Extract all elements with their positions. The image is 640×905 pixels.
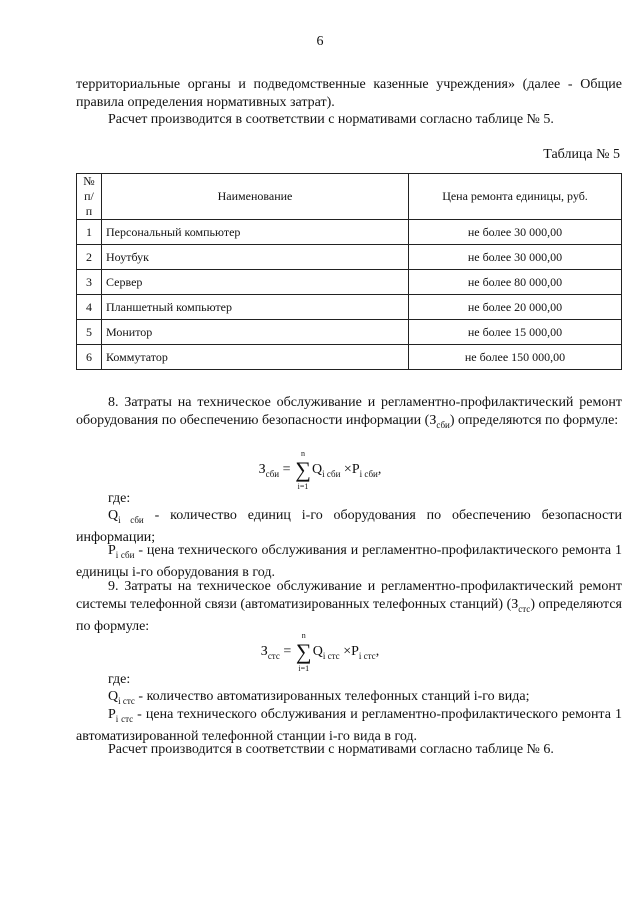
sum-lower-limit: i=1 bbox=[297, 482, 309, 491]
formula-8-lhs: З bbox=[258, 462, 266, 478]
item-9-paragraph bbox=[76, 578, 622, 635]
def-p-symbol: P bbox=[108, 707, 116, 722]
row-price: не более 150 000,00 bbox=[409, 345, 622, 370]
formula-8-times: × bbox=[343, 462, 352, 478]
row-price: не более 30 000,00 bbox=[409, 220, 622, 245]
row-price: не более 30 000,00 bbox=[409, 245, 622, 270]
row-price: не более 20 000,00 bbox=[409, 295, 622, 320]
sigma-icon: ∑ bbox=[295, 457, 311, 482]
def-p-text: - цена технического обслуживания и регламентно-профилактического ремонта 1 автоматизированной телефонной станции i-го вида в год. bbox=[76, 707, 622, 745]
table-row bbox=[77, 295, 622, 320]
formula-9-lhs: З bbox=[260, 644, 268, 660]
row-num: 4 bbox=[77, 295, 102, 320]
formula-8-p-sub: i сби bbox=[359, 469, 378, 480]
header-num: № п/п bbox=[77, 174, 102, 220]
row-num: 5 bbox=[77, 320, 102, 345]
item-8-def-q bbox=[76, 507, 622, 547]
row-name: Персональный компьютер bbox=[102, 220, 409, 245]
header-price: Цена ремонта единицы, руб. bbox=[409, 174, 622, 220]
formula-8-q-sub: i сби bbox=[322, 469, 341, 480]
repair-cost-table bbox=[76, 173, 622, 370]
table-row bbox=[77, 270, 622, 295]
page-number: 6 bbox=[316, 34, 324, 49]
formula-9-times: × bbox=[343, 644, 352, 660]
def-q-text: - количество автоматизированных телефонных станций i-го вида; bbox=[134, 689, 530, 704]
def-q-text: - количество единиц i-го оборудования по обеспечению безопасности информации; bbox=[76, 508, 622, 546]
table-header-row bbox=[77, 174, 622, 220]
item-9-text: 9. Затраты на техническое обслуживание и регламентно-профилактический ремонт системы телефонной связи (автоматизированных телефонных станций) ( bbox=[76, 579, 622, 612]
table-caption: Таблица № 5 bbox=[543, 147, 620, 162]
row-name: Сервер bbox=[102, 270, 409, 295]
formula-8-q: Q bbox=[312, 462, 323, 478]
item-9-symbol: З bbox=[511, 596, 519, 612]
row-price: не более 80 000,00 bbox=[409, 270, 622, 295]
def-q-symbol: Q bbox=[108, 508, 119, 523]
row-name: Ноутбук bbox=[102, 245, 409, 270]
item-9-symbol-sub: стс bbox=[518, 603, 531, 614]
row-num: 2 bbox=[77, 245, 102, 270]
sum-upper-limit: n bbox=[301, 631, 306, 640]
formula-9-q-sub: i стс bbox=[322, 651, 340, 662]
formula-8-p: P bbox=[351, 462, 360, 478]
sum-symbol bbox=[295, 631, 313, 673]
table-row bbox=[77, 320, 622, 345]
item-9-def-p bbox=[76, 706, 622, 746]
def-q-symbol: Q bbox=[108, 689, 119, 704]
item-8-symbol: З bbox=[429, 412, 437, 428]
sigma-icon: ∑ bbox=[295, 639, 312, 664]
row-name: Монитор bbox=[102, 320, 409, 345]
formula-9-p-sub: i стс bbox=[358, 651, 376, 662]
formula-8-lhs-sub: сби bbox=[265, 469, 280, 480]
item-9-text-end: ) определяются по формуле: bbox=[76, 596, 622, 634]
row-num: 3 bbox=[77, 270, 102, 295]
where-label-8: где: bbox=[108, 491, 131, 506]
item-8-paragraph bbox=[76, 394, 622, 434]
intro-reference: Расчет производится в соответствии с нормативами согласно таблице № 5. bbox=[108, 112, 554, 127]
formula-9 bbox=[0, 631, 640, 673]
formula-9-q: Q bbox=[312, 644, 323, 660]
def-p-symbol: P bbox=[108, 543, 116, 558]
table-row bbox=[77, 245, 622, 270]
formula-9-p: P bbox=[351, 644, 359, 660]
sum-lower-limit: i=1 bbox=[298, 664, 310, 673]
closing-paragraph: Расчет производится в соответствии с нормативами согласно таблице № 6. bbox=[108, 742, 554, 757]
item-8-symbol-sub: сби bbox=[436, 419, 450, 430]
formula-9-eq: = bbox=[283, 644, 292, 660]
item-8-text: 8. Затраты на техническое обслуживание и регламентно-профилактический ремонт оборудования по обеспечению безопасности информации ( bbox=[76, 395, 622, 428]
intro-paragraph: территориальные органы и подведомственные казенные учреждения» (далее - Общие правила определения нормативных затрат). bbox=[76, 77, 622, 110]
def-q-sub: i сби bbox=[118, 514, 144, 525]
row-price: не более 15 000,00 bbox=[409, 320, 622, 345]
sum-upper-limit: n bbox=[301, 449, 306, 458]
formula-8 bbox=[0, 449, 640, 491]
row-name: Коммутатор bbox=[102, 345, 409, 370]
where-label-9: где: bbox=[108, 672, 131, 687]
formula-9-lhs-sub: стс bbox=[267, 651, 280, 662]
sum-symbol bbox=[294, 449, 312, 491]
item-8-def-p bbox=[76, 542, 622, 582]
item-8-text-end: ) определяются по формуле: bbox=[449, 412, 619, 428]
row-name: Планшетный компьютер bbox=[102, 295, 409, 320]
def-p-sub: i стс bbox=[115, 713, 134, 724]
row-num: 1 bbox=[77, 220, 102, 245]
formula-8-eq: = bbox=[282, 462, 291, 478]
formula-8-end: , bbox=[377, 462, 382, 478]
table-row bbox=[77, 345, 622, 370]
def-p-sub: i сби bbox=[115, 549, 135, 560]
table-row bbox=[77, 220, 622, 245]
def-q-sub: i стс bbox=[118, 695, 135, 706]
row-num: 6 bbox=[77, 345, 102, 370]
formula-9-end: , bbox=[375, 644, 380, 660]
header-name: Наименование bbox=[102, 174, 409, 220]
def-p-text: - цена технического обслуживания и регламентно-профилактического ремонта 1 единицы i-го оборудования в год. bbox=[76, 543, 622, 581]
